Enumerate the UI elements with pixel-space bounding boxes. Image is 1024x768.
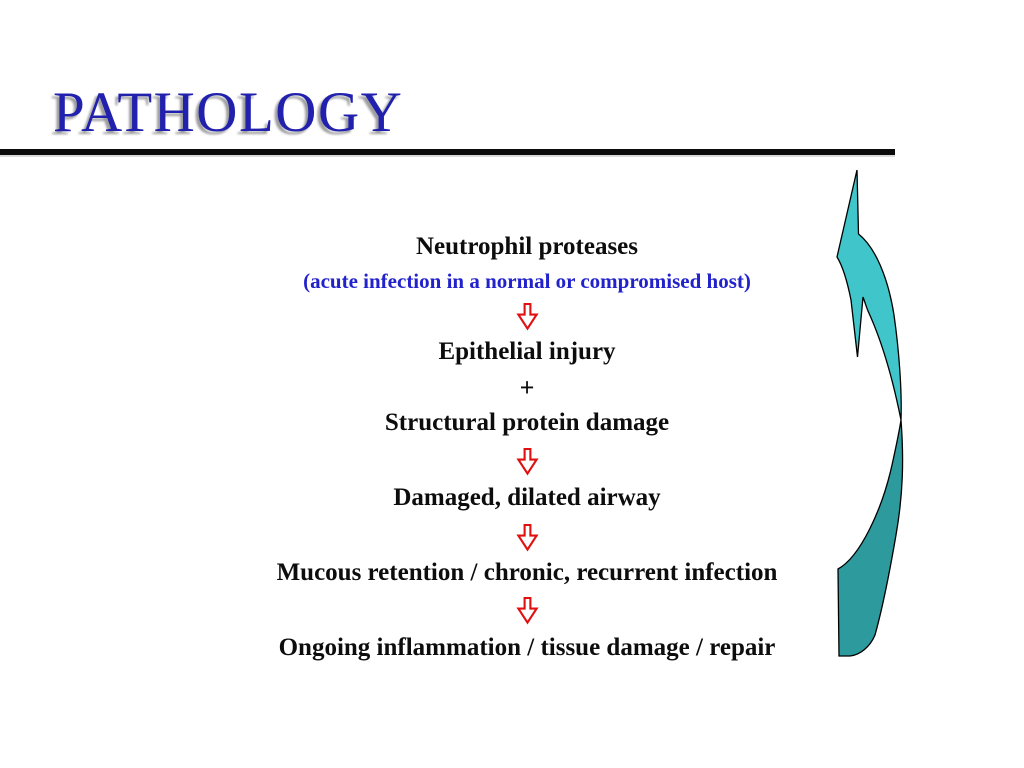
flow-step-damaged-dilated-airway: Damaged, dilated airway bbox=[393, 484, 661, 511]
flow-step-note-acute-infection: (acute infection in a normal or compromised host) bbox=[303, 269, 751, 293]
flow-plus-sign: + bbox=[519, 373, 535, 402]
flow-step-neutrophil-proteases: Neutrophil proteases bbox=[416, 233, 638, 260]
flow-step-ongoing-inflammation: Ongoing inflammation / tissue damage / repair bbox=[278, 634, 776, 661]
flow-step-mucous-retention: Mucous retention / chronic, recurrent infection bbox=[276, 559, 778, 586]
flow-step-epithelial-injury: Epithelial injury bbox=[438, 338, 616, 365]
flow-step-structural-protein-damage: Structural protein damage bbox=[384, 409, 670, 436]
curved-feedback-arrow-icon bbox=[815, 165, 915, 665]
page-title: PATHOLOGY bbox=[53, 81, 404, 144]
title-underline-rule bbox=[0, 149, 895, 155]
